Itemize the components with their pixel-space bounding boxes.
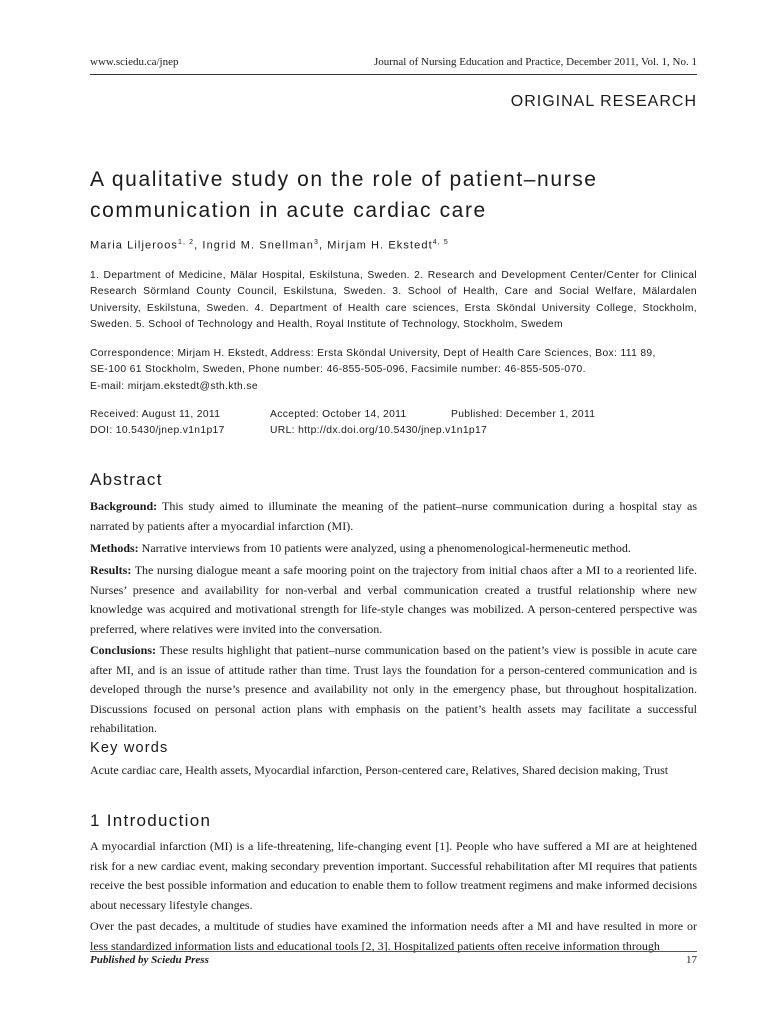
page-number: 17 [686,954,697,966]
footer-rule [90,951,697,952]
author-name: Ingrid M. Snellman [202,239,314,252]
introduction-paragraph: A myocardial infarction (MI) is a life-threatening, life-changing event [1]. People who have suffered a MI are at heightened risk for a new cardiac event, making secondary prevention important. Successful rehabilitation after MI requires that patients receive the best possible information and education to enable them to follow treatment regimens and make informed decisions about necessary lifestyle changes. [90,839,697,912]
header-rule [90,74,697,75]
journal-citation: Journal of Nursing Education and Practice, December 2011, Vol. 1, No. 1 [373,56,697,68]
abstract-background [90,497,697,536]
results-text: The nursing dialogue meant a safe mooring point on the trajectory from initial chaos after a MI to a reoriented life. Nurses’ presence and availability for non-verbal and verbal communication created a trustful relationship where new knowledge was acquired and motivational strength for life-style changes was mobilized. A person-centered perspective was preferred, where relatives were invited into the conversation. [90,563,697,636]
author-list: Maria Liljeroos$^{1, 2}$, Ingrid M. Snellman$^3$, Mirjam H. Ekstedt$^{4, 5}$ [90,239,449,252]
abstract-methods [90,539,697,559]
author-affiliation-marker: 1, 2 [178,239,195,246]
keywords-text: Acute cardiac care, Health assets, Myocardial infarction, Person-centered care, Relatives, Shared decision making, Trust [90,763,669,777]
methods-text: Narrative interviews from 10 patients were analyzed, using a phenomenological-hermeneutic method. [138,541,631,555]
background-label: Background: [90,499,158,513]
author-affiliation-marker: 3 [313,239,319,246]
introduction-paragraph: Over the past decades, a multitude of studies have examined the information needs after a MI and have resulted in more or less standardized information lists and educational tools [2, 3]. Hospitalized patients often receive information through [90,919,697,953]
background-text: This study aimed to illuminate the meaning of the patient–nurse communication during a hospital stay as narrated by patients after a myocardial infarction (MI). [90,499,697,533]
accepted-date: Accepted: October 14, 2011 [270,409,407,420]
correspondence-email[interactable]: E-mail: mirjam.ekstedt@sth.kth.se [90,380,258,392]
methods-label: Methods: [90,541,139,555]
received-date: Received: August 11, 2011 [90,409,221,420]
abstract-conclusions [90,641,697,739]
journal-url[interactable]: www.sciedu.ca/jnep [90,56,179,68]
correspondence [90,346,697,395]
author-affiliation-marker: 4, 5 [432,239,449,246]
results-label: Results: [90,563,132,577]
keywords-heading: Key words [90,740,169,756]
conclusions-label: Conclusions: [90,643,157,657]
abstract-results [90,561,697,639]
affiliations: 1. Department of Medicine, Mälar Hospital, Eskilstuna, Sweden. 2. Research and Development Center/Center for Clinical Research Sörmland County Council, Eskilstuna, Sweden. 3. School of Health, Care and Social Welfare, Mälardalen University, Eskilstuna, Sweden. 4. Department of Health care sciences, Ersta Sköndal University College, Stockholm, Sweden. 5. School of Technology and Health, Royal Institute of Technology, Stockholm, Swedem [90,270,697,330]
introduction-heading: 1 Introduction [90,811,212,830]
author-name: Maria Liljeroos [90,239,179,252]
doi: DOI: 10.5430/jnep.v1n1p17 [90,425,225,437]
section-label: ORIGINAL RESEARCH [510,93,697,110]
abstract-heading: Abstract [90,470,163,489]
correspondence-line: SE-100 61 Stockholm, Sweden, Phone number: 46-855-505-096, Facsimile number: 46-855-505-070. [90,364,586,376]
doi-url[interactable]: URL: http://dx.doi.org/10.5430/jnep.v1n1p17 [270,425,488,437]
article-title: A qualitative study on the role of patient–nurse communication in acute cardiac care [90,168,598,222]
published-date: Published: December 1, 2011 [451,409,596,420]
author-name: Mirjam H. Ekstedt [327,239,433,252]
publisher: Published by Sciedu Press [90,954,209,966]
conclusions-text: These results highlight that patient–nurse communication based on the patient’s view is possible in acute care after MI, and is an issue of attitude rather than time. Trust lays the foundation for a person-centered communication and is developed through the nurse’s presence and availability not only in the emergency phase, but throughout hospitalization. Discussions focused on personal action plans with emphasis on the patient’s health assets may facilitate a successful rehabilitation. [90,643,697,735]
article-dates [90,407,697,440]
correspondence-line: Correspondence: Mirjam H. Ekstedt, Address: Ersta Sköndal University, Dept of Health Care Sciences, Box: 111 89, [90,348,656,359]
